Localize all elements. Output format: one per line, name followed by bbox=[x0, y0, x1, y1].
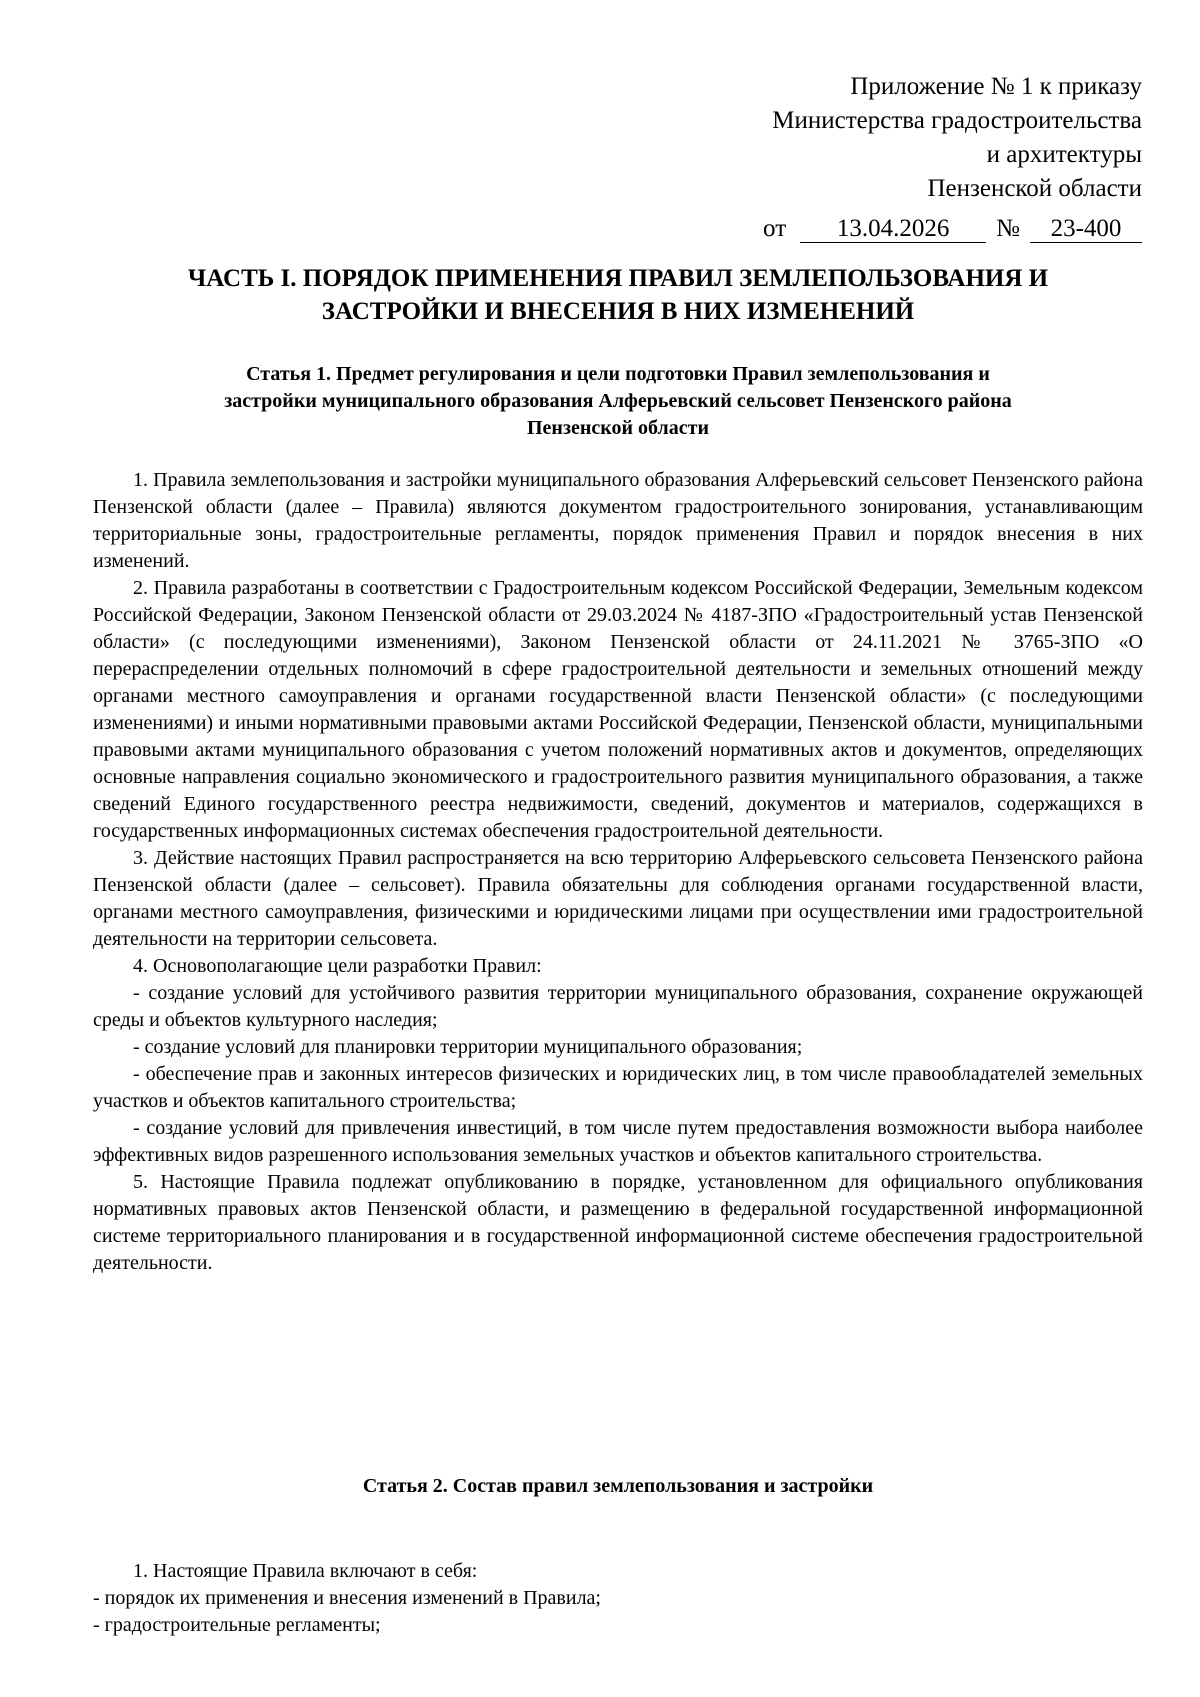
from-label: от bbox=[763, 215, 787, 242]
article-1-title bbox=[93, 361, 1143, 442]
article-1-title-line-3: Пензенской области bbox=[526, 417, 709, 439]
paragraph: 3. Действие настоящих Правил распространяется на всю территорию Алферьевского сельсовета Пензенского района Пензенской области (далее – сельсовет). Правила обязательны для соблюдения органами государственной власти, органами местного самоуправления, физическими и юридическими лицами при осуществлении ими градостроительной деятельности на территории сельсовета. bbox=[93, 847, 1143, 950]
approval-date-row bbox=[763, 212, 1142, 246]
list-item: - создание условий для привлечения инвестиций, в том числе путем предоставления возможности выбора наиболее эффективных видов разрешенного использования земельных участков и объектов капитального строительства. bbox=[93, 1117, 1143, 1166]
approval-block bbox=[763, 70, 1142, 246]
paragraph: 1. Правила землепользования и застройки муниципального образования Алферьевский сельсовет Пензенского района Пензенской области (далее – Правила) являются документом градостроительного зонирования, устанавливающим территориальные зоны, градостроительные регламенты, порядок применения Правил и порядок внесения в них изменений. bbox=[93, 469, 1143, 572]
list-item: - создание условий для планировки территории муниципального образования; bbox=[133, 1036, 803, 1058]
article-1-title-line-2: застройки муниципального образования Алферьевский сельсовет Пензенского района bbox=[224, 390, 1012, 412]
list-item: - порядок их применения и внесения изменений в Правила; bbox=[93, 1587, 601, 1609]
approval-line-4: Пензенской области bbox=[927, 175, 1142, 202]
approval-line-1: Приложение № 1 к приказу bbox=[850, 73, 1142, 100]
paragraph: 2. Правила разработаны в соответствии с Градостроительным кодексом Российской Федерации, Земельным кодексом Российской Федерации, Законом Пензенской области от 29.03.2024 № 4187-ЗПО «Градостроительный устав Пензенской области» (с последующими изменениями), Законом Пензенской области от 24.11.2021 № 3765-ЗПО «О перераспределении отдельных полномочий в сфере градостроительной деятельности и земельных отношений между органами местного самоуправления и органами государственной власти Пензенской области» (с последующими изменениями) и иными нормативными правовыми актами Российской Федерации, Пензенской области, муниципальными правовыми актами муниципального образования с учетом положений нормативных актов и документов, определяющих основные направления социально экономического и градостроительного развития муниципального образования, а также сведений Единого государственного реестра недвижимости, сведений, документов и материалов, содержащихся в государственных информационных системах обеспечения градостроительной деятельности. bbox=[93, 577, 1143, 842]
paragraph: 4. Основополагающие цели разработки Правил: bbox=[133, 955, 542, 977]
article-1-title-line-1: Статья 1. Предмет регулирования и цели подготовки Правил землепользования и bbox=[246, 363, 990, 385]
list-item: - обеспечение прав и законных интересов физических и юридических лиц, в том числе правообладателей земельных участков и объектов капитального строительства; bbox=[93, 1063, 1143, 1112]
list-item: - создание условий для устойчивого развития территории муниципального образования, сохранение окружающей среды и объектов культурного наследия; bbox=[93, 982, 1143, 1031]
article-2-body bbox=[93, 1558, 1143, 1639]
article-1-body bbox=[93, 467, 1143, 1277]
order-date: 13.04.2026 bbox=[800, 216, 986, 243]
approval-line-2: Министерства градостроительства bbox=[772, 107, 1142, 134]
part-title bbox=[93, 262, 1143, 328]
paragraph: 5. Настоящие Правила подлежат опубликованию в порядке, установленном для официального опубликования нормативных правовых актов Пензенской области, и размещению в федеральной государственной информационной системе территориального планирования и в государственной информационной системе обеспечения градостроительной деятельности. bbox=[93, 1171, 1143, 1274]
approval-line-3: и архитектуры bbox=[986, 141, 1142, 168]
part-title-line-1: ЧАСТЬ I. ПОРЯДОК ПРИМЕНЕНИЯ ПРАВИЛ ЗЕМЛЕПОЛЬЗОВАНИЯ И bbox=[187, 265, 1049, 292]
paragraph: 1. Настоящие Правила включают в себя: bbox=[133, 1560, 478, 1582]
list-item: - градостроительные регламенты; bbox=[93, 1614, 381, 1636]
order-number: 23-400 bbox=[1030, 216, 1142, 243]
part-title-line-2: ЗАСТРОЙКИ И ВНЕСЕНИЯ В НИХ ИЗМЕНЕНИЙ bbox=[321, 298, 915, 325]
number-label: № bbox=[996, 215, 1020, 242]
article-2-title: Статья 2. Состав правил землепользования и застройки bbox=[362, 1475, 874, 1497]
